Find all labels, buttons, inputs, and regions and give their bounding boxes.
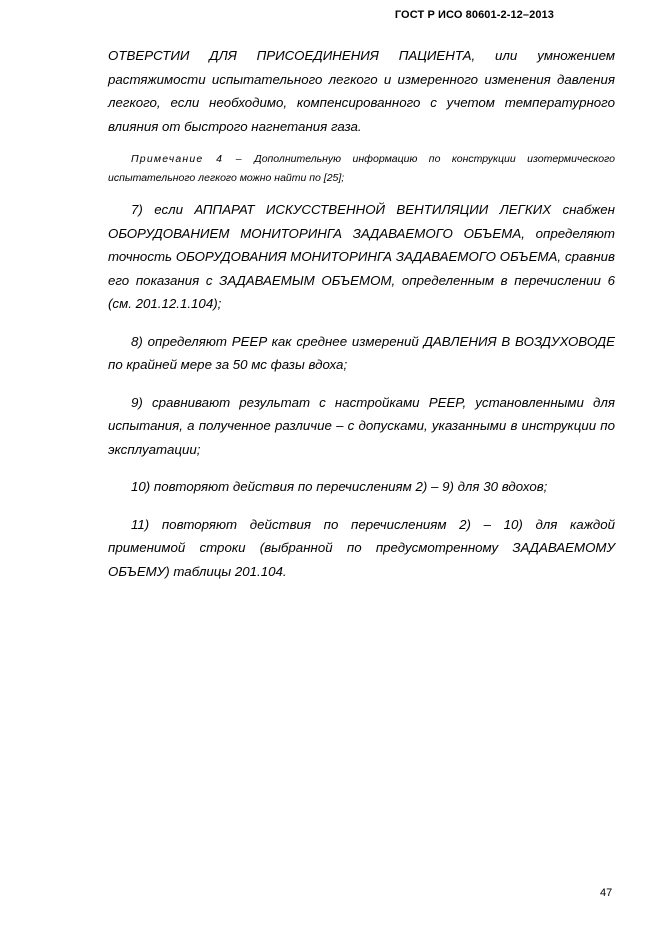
note-label: Примечание 4 – [131, 153, 243, 165]
note-text: Дополнительную информацию по конструкции изотермического испытательного легкого можно найти по [25]; [108, 153, 616, 184]
list-item-8: 8) определяют PEEP как среднее измерений ДАВЛЕНИЯ В ВОЗДУХОВОДЕ по крайней мере за 50 мс фазы вдоха; [108, 333, 615, 372]
document-body [108, 44, 615, 583]
list-item-7: 7) если АППАРАТ ИСКУССТВЕННОЙ ВЕНТИЛЯЦИИ ЛЕГКИХ снабжен ОБОРУДОВАНИЕМ МОНИТОРИНГА ЗАДАВАЕМОГО ОБЪЕМА, определяют точность ОБОРУДОВАНИЯ МОНИТОРИНГА ЗАДАВАЕМОГО ОБЪЕМА, сравнив его показания с ЗАДАВАЕМЫМ ОБЪЕМОМ, определенным в перечислении 6 (см. 201.12.1.104); [108, 202, 615, 311]
document-code-header: ГОСТ Р ИСО 80601-2-12–2013 [394, 9, 554, 21]
continuation-paragraph: ОТВЕРСТИИ ДЛЯ ПРИСОЕДИНЕНИЯ ПАЦИЕНТА, или умножением растяжимости испытательного легкого и измеренного изменения давления легкого, если необходимо, компенсированного с учетом температурного влияния от быстрого нагнетания газа. [108, 48, 615, 134]
list-item-11: 11) повторяют действия по перечислениям 2) – 10) для каждой применимой строки (выбранной по предусмотренному ЗАДАВАЕМОМУ ОБЪЕМУ) таблицы 201.104. [108, 516, 615, 579]
list-item-9: 9) сравнивают результат с настройками PEEP, установленными для испытания, а полученное различие – с допусками, указанными в инструкции по эксплуатации; [108, 394, 615, 457]
list-item-10: 10) повторяют действия по перечислениям 2) – 9) для 30 вдохов; [131, 479, 548, 494]
page-number: 47 [600, 887, 613, 899]
note-paragraph [108, 150, 615, 188]
